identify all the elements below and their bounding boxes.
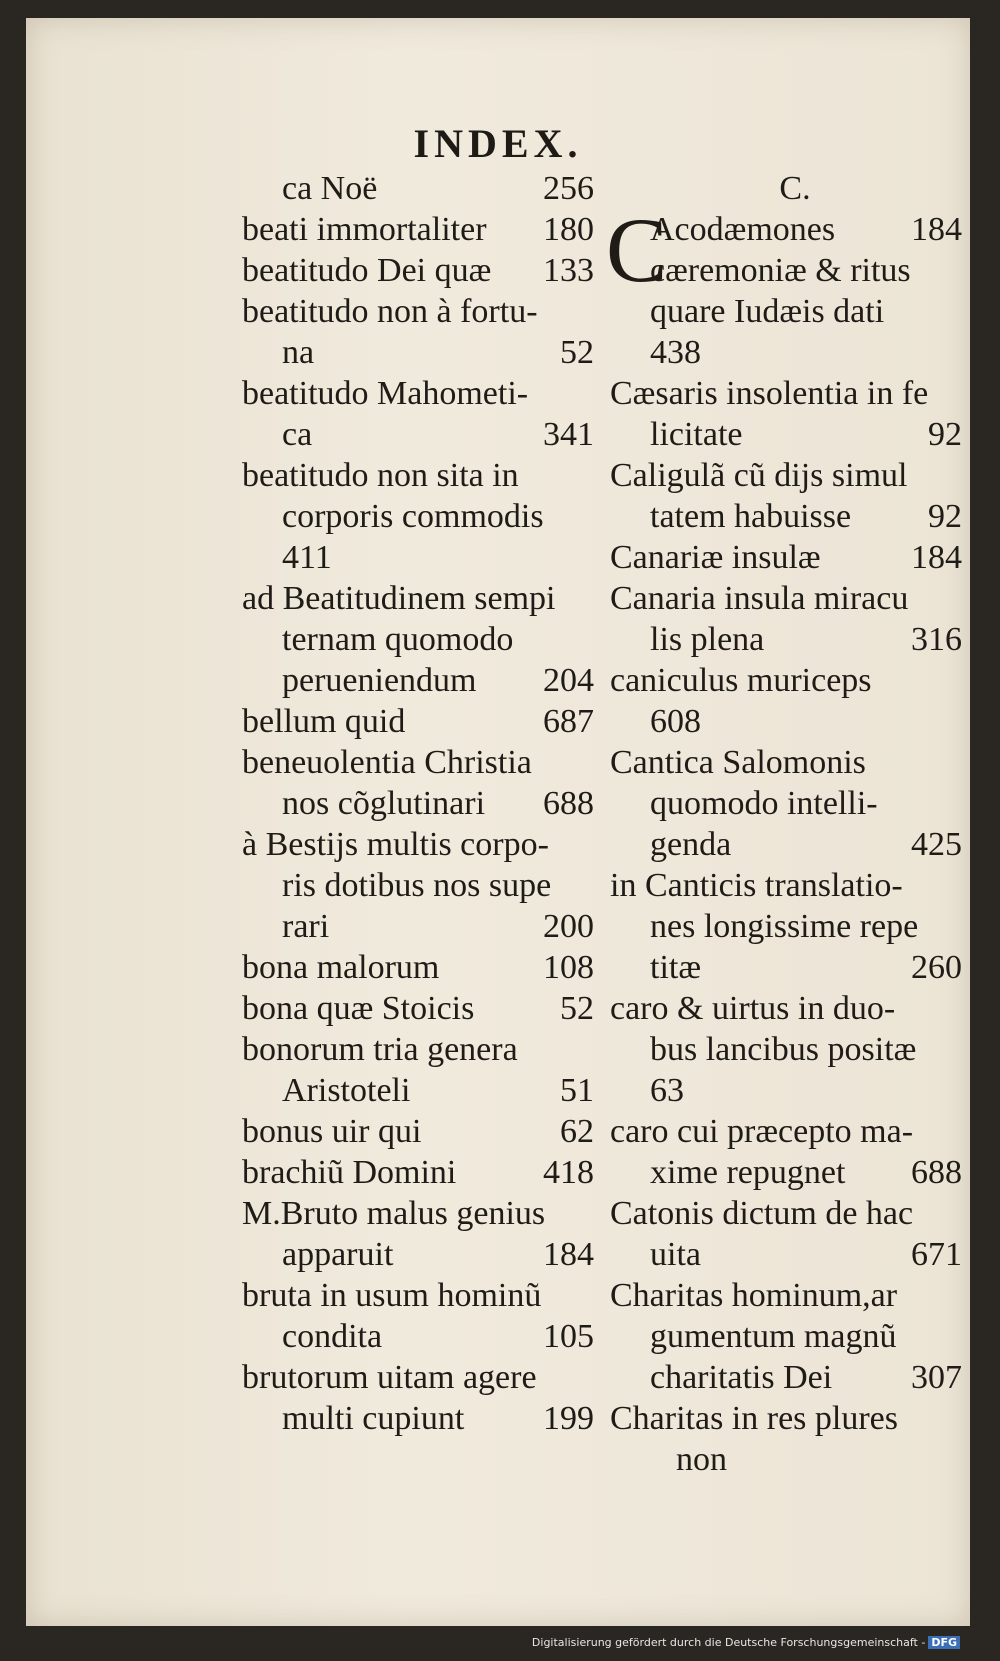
- index-entry: [610, 1029, 980, 1070]
- index-entry: [610, 1275, 980, 1316]
- index-entry: [242, 1234, 612, 1275]
- index-entry-text: bruta in usum hominũ: [242, 1277, 542, 1314]
- index-entry: [242, 1193, 612, 1234]
- index-entry-text: Cæsaris insolentia in fe: [610, 375, 929, 412]
- index-entry-page-number: 256: [543, 170, 594, 207]
- index-entry: [610, 332, 980, 373]
- index-entry-text: Charitas hominum,ar: [610, 1277, 898, 1314]
- index-column-right: [606, 168, 980, 1480]
- index-entry-text: multi cupiunt: [282, 1400, 465, 1437]
- index-entry-page-number: 199: [543, 1400, 594, 1437]
- index-entry-text: non: [676, 1441, 727, 1478]
- index-entry-text: caro & uirtus in duo-: [610, 990, 896, 1027]
- index-entry: [610, 1439, 980, 1480]
- index-entry-page-number: 307: [911, 1359, 962, 1396]
- index-entry: [610, 619, 980, 660]
- index-entry: [610, 1152, 980, 1193]
- index-entry-text: tatem habuisse: [650, 498, 852, 535]
- index-entry: [242, 250, 612, 291]
- index-entry: [242, 824, 612, 865]
- index-entry-text: beatitudo Mahometi-: [242, 375, 529, 412]
- footer-text: Digitalisierung gefördert durch die Deutsche Forschungsgemeinschaft -: [531, 1636, 926, 1649]
- index-entry-page-number: 425: [911, 826, 962, 863]
- index-entry-page-number: 184: [543, 1236, 594, 1273]
- index-entry-text: corporis commodis: [282, 498, 544, 535]
- index-entry-text: bonorum tria genera: [242, 1031, 518, 1068]
- index-entry: [610, 250, 980, 291]
- index-entry: [610, 455, 980, 496]
- index-entry-text: caniculus muriceps: [610, 662, 872, 699]
- index-entry-text: beatitudo non à fortu-: [242, 293, 538, 330]
- index-entry-text: apparuit: [282, 1236, 394, 1273]
- index-entry: [610, 865, 980, 906]
- index-entry-page-number: 52: [560, 334, 594, 371]
- index-entry-text: à Bestijs multis corpo-: [242, 826, 549, 863]
- index-entry-text: Catonis dictum de hac: [610, 1195, 914, 1232]
- index-entry-text: bona malorum: [242, 949, 440, 986]
- index-entry: [242, 1111, 612, 1152]
- index-entry-page-number: 671: [911, 1236, 962, 1273]
- index-entry-text: uita: [650, 1236, 701, 1273]
- index-entry-page-number: 180: [543, 211, 594, 248]
- index-entry-text: 411: [282, 539, 332, 576]
- index-entry: [242, 947, 612, 988]
- index-entry: [242, 783, 612, 824]
- index-entry: [610, 1070, 980, 1111]
- index-entry-text: ad Beatitudinem sempi: [242, 580, 556, 617]
- index-entry: [242, 168, 612, 209]
- index-entry: [242, 455, 612, 496]
- index-entry-text: licitate: [650, 416, 743, 453]
- index-entry: [610, 660, 980, 701]
- index-entry-text: titæ: [650, 949, 702, 986]
- index-entry-text: 63: [650, 1072, 684, 1109]
- index-entry-text: charitatis Dei: [650, 1359, 833, 1396]
- index-entry: [242, 1275, 612, 1316]
- index-entry-text: ris dotibus nos supe: [282, 867, 552, 904]
- index-entry-text: Cantica Salomonis: [610, 744, 866, 781]
- index-entry-text: beneuolentia Christia: [242, 744, 532, 781]
- index-entry-text: gumentum magnũ: [650, 1318, 897, 1355]
- index-entry: [242, 1029, 612, 1070]
- index-entry-text: perueniendum: [282, 662, 477, 699]
- index-entry: [242, 619, 612, 660]
- index-entry-text: xime repugnet: [650, 1154, 846, 1191]
- index-entry-text: caro cui præcepto ma-: [610, 1113, 914, 1150]
- index-entry: [242, 1070, 612, 1111]
- index-entry: [610, 414, 980, 455]
- index-entry-text: ca: [282, 416, 313, 453]
- index-entry: [610, 824, 980, 865]
- index-entry: [610, 1357, 980, 1398]
- index-entry: [242, 906, 612, 947]
- index-entry-page-number: 62: [560, 1113, 594, 1150]
- index-entry-text: brutorum uitam agere: [242, 1359, 537, 1396]
- index-entry: [610, 701, 980, 742]
- index-entry-text: M.Bruto malus genius: [242, 1195, 546, 1232]
- index-entry: [610, 1111, 980, 1152]
- index-entry-text: Canaria insula miracu: [610, 580, 909, 617]
- index-entry: [242, 701, 612, 742]
- section-letter-text: C.: [779, 170, 811, 207]
- index-entry: [610, 1316, 980, 1357]
- index-entry-text: bellum quid: [242, 703, 406, 740]
- index-entry-text: condita: [282, 1318, 383, 1355]
- index-entry-text: brachiũ Domini: [242, 1154, 457, 1191]
- book-page: [26, 18, 970, 1626]
- index-entry-text: beati immortaliter: [242, 211, 487, 248]
- index-entry-text: bona quæ Stoicis: [242, 990, 475, 1027]
- index-entry: [610, 578, 980, 619]
- index-entry: [242, 1152, 612, 1193]
- index-entry-text: quare Iudæis dati: [650, 293, 885, 330]
- index-entry: [242, 988, 612, 1029]
- index-entry-page-number: 184: [911, 539, 962, 576]
- index-entry: [242, 332, 612, 373]
- index-entry-text: bonus uir qui: [242, 1113, 422, 1150]
- index-entry-text: Acodæmones: [650, 211, 836, 248]
- index-entry: [610, 742, 980, 783]
- index-entry-page-number: 260: [911, 949, 962, 986]
- index-entry: [242, 1398, 612, 1439]
- dfg-logo: DFG: [928, 1636, 960, 1649]
- index-entry-page-number: 418: [543, 1154, 594, 1191]
- index-entry-page-number: 51: [560, 1072, 594, 1109]
- index-entry-text: 608: [650, 703, 701, 740]
- index-entry: [610, 1398, 980, 1439]
- index-entry: [610, 209, 980, 250]
- index-entry: [610, 947, 980, 988]
- index-entry: [610, 1193, 980, 1234]
- index-entry-text: in Canticis translatio-: [610, 867, 903, 904]
- index-entry-page-number: 687: [543, 703, 594, 740]
- index-entry-text: na: [282, 334, 315, 371]
- index-entry: [610, 537, 980, 578]
- index-entry-text: Aristoteli: [282, 1072, 411, 1109]
- index-entry-page-number: 688: [543, 785, 594, 822]
- index-entry: [610, 783, 980, 824]
- index-entry-page-number: 92: [928, 498, 962, 535]
- index-entry: [242, 414, 612, 455]
- digitization-footer: [0, 1636, 1000, 1649]
- index-entry-text: beatitudo non sita in: [242, 457, 519, 494]
- index-entry-text: Caligulã cũ dijs simul: [610, 457, 908, 494]
- index-entry-page-number: 204: [543, 662, 594, 699]
- index-entry: [242, 742, 612, 783]
- page-heading: INDEX.: [413, 121, 583, 166]
- index-entry-page-number: 52: [560, 990, 594, 1027]
- index-entry: [610, 373, 980, 414]
- index-entry-text: ternam quomodo: [282, 621, 514, 658]
- index-entry-text: rari: [282, 908, 330, 945]
- index-entry-text: genda: [650, 826, 732, 863]
- index-entry: [242, 578, 612, 619]
- index-column-left: [242, 168, 612, 1439]
- index-entry-page-number: 92: [928, 416, 962, 453]
- index-entry-page-number: 108: [543, 949, 594, 986]
- index-entry-text: beatitudo Dei quæ: [242, 252, 492, 289]
- index-entry-text: cæremoniæ & ritus: [650, 252, 911, 289]
- index-entry-text: quomodo intelli-: [650, 785, 878, 822]
- index-entry: [242, 291, 612, 332]
- index-entry-text: nes longissime repe: [650, 908, 919, 945]
- index-entry: [242, 373, 612, 414]
- index-entry-text: Canariæ insulæ: [610, 539, 821, 576]
- index-entry: [242, 660, 612, 701]
- index-entry-page-number: 316: [911, 621, 962, 658]
- index-entry-page-number: 105: [543, 1318, 594, 1355]
- index-entry-text: lis plena: [650, 621, 765, 658]
- index-entry: [610, 496, 980, 537]
- index-entry-text: 438: [650, 334, 701, 371]
- index-entry-text: Charitas in res plures: [610, 1400, 898, 1437]
- index-entry-page-number: 341: [543, 416, 594, 453]
- index-entry-text: bus lancibus positæ: [650, 1031, 917, 1068]
- index-entry: [242, 209, 612, 250]
- index-entry-page-number: 200: [543, 908, 594, 945]
- index-entry: [610, 906, 980, 947]
- index-entry-text: ca Noë: [282, 170, 378, 207]
- index-entry: [242, 1357, 612, 1398]
- index-entry: [242, 496, 612, 537]
- index-entry-page-number: 133: [543, 252, 594, 289]
- index-entry: [610, 1234, 980, 1275]
- index-entry-page-number: 688: [911, 1154, 962, 1191]
- index-entry-page-number: 184: [911, 211, 962, 248]
- index-entry: [242, 1316, 612, 1357]
- drop-cap: C: [606, 199, 668, 301]
- index-entry: [610, 988, 980, 1029]
- index-entry: [242, 537, 612, 578]
- index-entry-text: nos cõglutinari: [282, 785, 486, 822]
- index-entry: [610, 291, 980, 332]
- index-entry: [242, 865, 612, 906]
